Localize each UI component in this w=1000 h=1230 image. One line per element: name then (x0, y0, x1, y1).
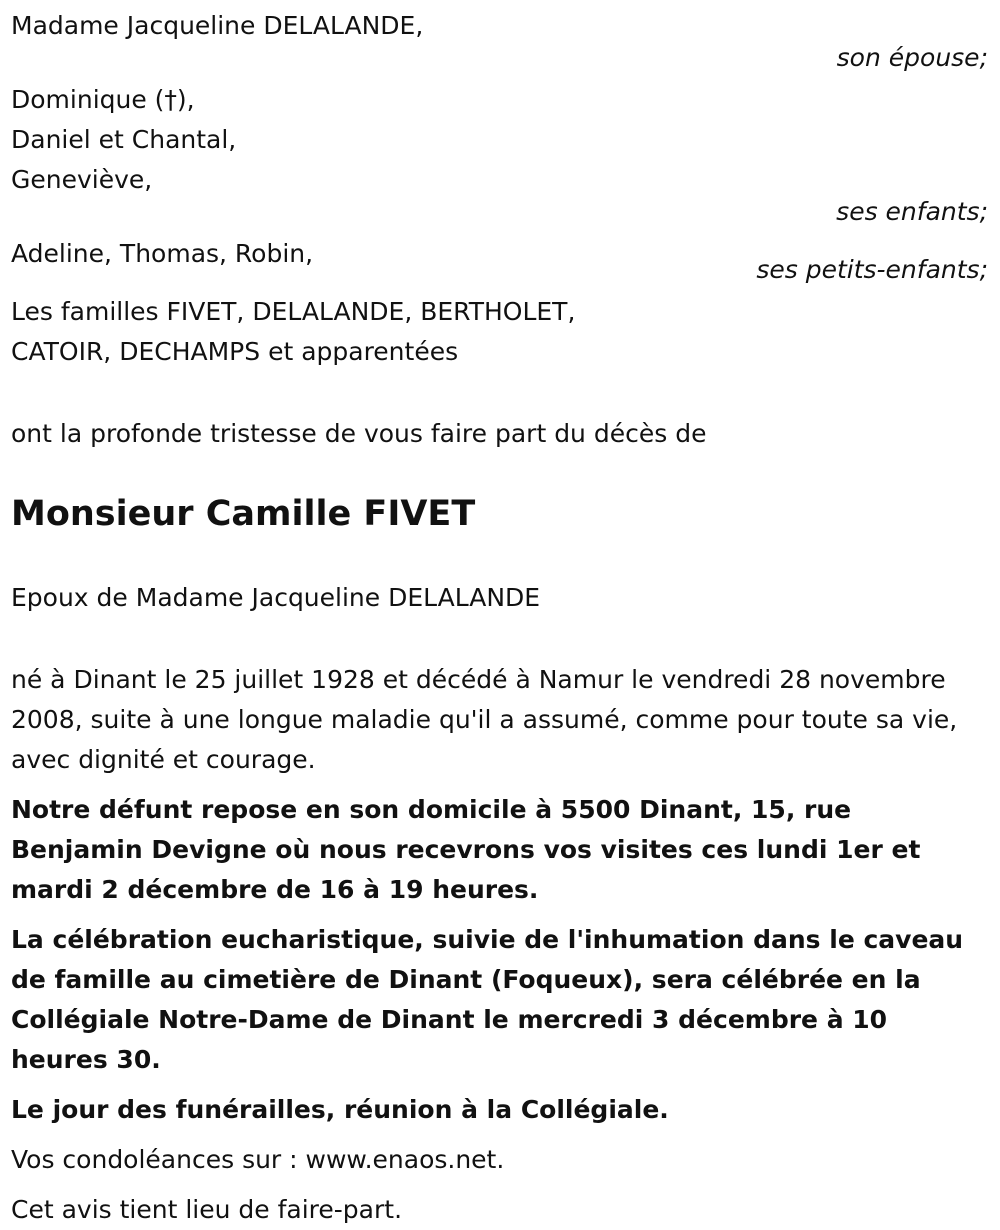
families-line: CATOIR, DECHAMPS et apparentées (11, 337, 459, 366)
grandchildren-names: Adeline, Thomas, Robin, (11, 239, 314, 268)
children-list (11, 80, 990, 200)
deceased-name: Monsieur Camille FIVET (11, 494, 476, 534)
child-name: Geneviève, (11, 165, 153, 194)
children-role: ses enfants; (836, 197, 988, 226)
spouse-role: son épouse; (836, 43, 988, 72)
condolences-info: Vos condoléances sur : www.enaos.net. (11, 1145, 505, 1174)
deceased-bio: né à Dinant le 25 juillet 1928 et décédé à Namur le vendredi 28 novembre 2008, suite à une longue maladie qu'il a assumé, comme pour toute sa vie, avec dignité et courage. (11, 665, 958, 774)
grandchildren-role: ses petits-enfants; (756, 255, 988, 284)
reunion-info: Le jour des funérailles, réunion à la Collégiale. (11, 1095, 669, 1124)
repose-info: Notre défunt repose en son domicile à 5500 Dinant, 15, rue Benjamin Devigne où nous recevrons vos visites ces lundi 1er et mardi 2 décembre de 16 à 19 heures. (11, 795, 921, 904)
announcement-text: ont la profonde tristesse de vous faire part du décès de (11, 419, 707, 448)
families-line: Les familles FIVET, DELALANDE, BERTHOLET, (11, 297, 576, 326)
notice-info: Cet avis tient lieu de faire-part. (11, 1195, 403, 1224)
child-name: Daniel et Chantal, (11, 125, 237, 154)
families-block (11, 292, 990, 372)
family-section (11, 6, 990, 372)
child-name: Dominique (†), (11, 85, 195, 114)
deceased-spouse-of: Epoux de Madame Jacqueline DELALANDE (11, 583, 541, 612)
celebration-info: La célébration eucharistique, suivie de l'inhumation dans le caveau de famille au cimetière de Dinant (Foqueux), sera célébrée en la Collégiale Notre-Dame de Dinant le mercredi 3 décembre à 10 heures 30. (11, 925, 964, 1074)
spouse-name: Madame Jacqueline DELALANDE, (11, 11, 424, 40)
